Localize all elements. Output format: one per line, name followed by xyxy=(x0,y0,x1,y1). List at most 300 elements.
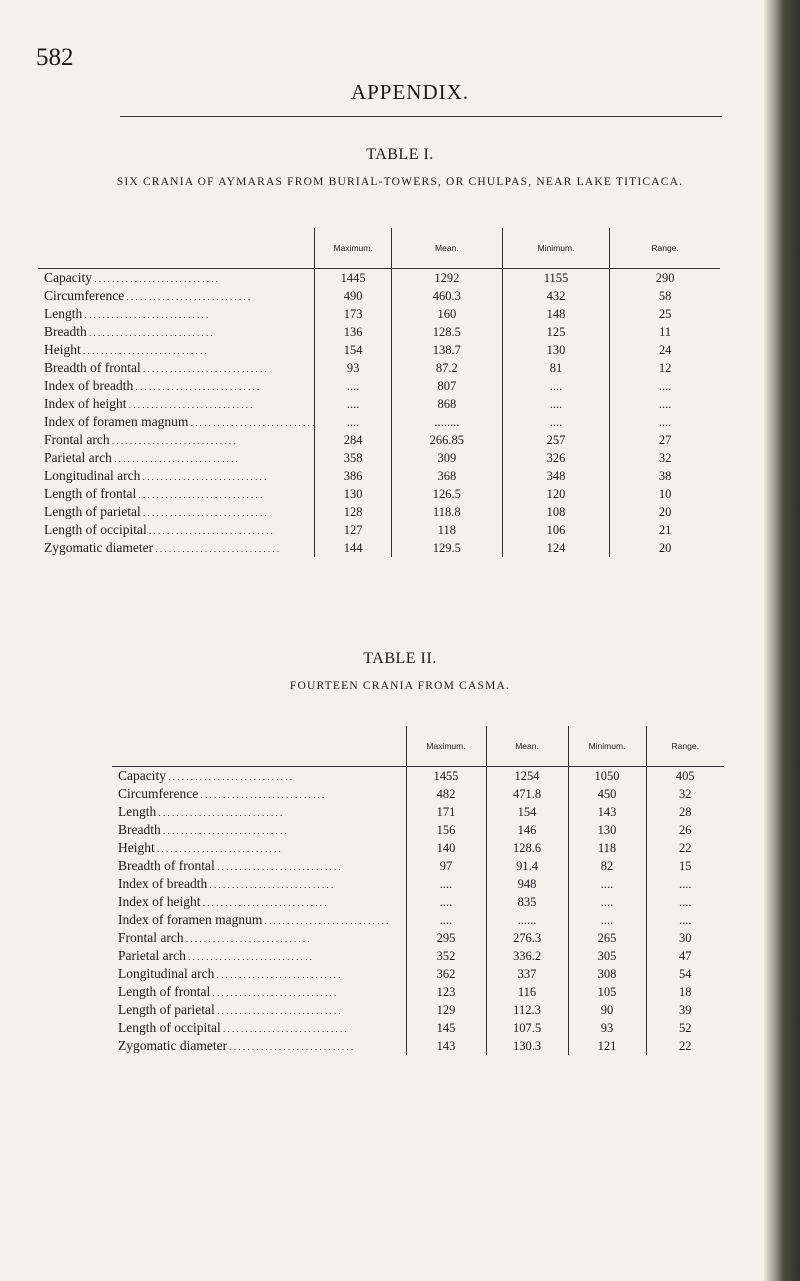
row-label: Breadth xyxy=(44,324,87,339)
cell-max: 284 xyxy=(315,431,392,449)
cell-mean: 130.3 xyxy=(486,1037,568,1055)
row-label-cell xyxy=(112,1019,406,1037)
leader-dots xyxy=(210,984,336,999)
cell-min: 124 xyxy=(502,539,609,557)
table-row xyxy=(112,803,724,821)
row-label-wrap xyxy=(44,540,314,556)
row-label-wrap xyxy=(44,432,314,448)
cell-max: 143 xyxy=(406,1037,486,1055)
table1-title: TABLE I. xyxy=(366,146,434,163)
table2 xyxy=(112,726,724,1055)
cell-range: 15 xyxy=(646,857,724,875)
cell-mean: 112.3 xyxy=(486,1001,568,1019)
column-header-mean: Mean. xyxy=(391,228,502,269)
cell-max: .... xyxy=(406,893,486,911)
row-label-cell xyxy=(38,413,315,431)
cell-max: 482 xyxy=(406,785,486,803)
table-row xyxy=(38,467,720,485)
leader-dots xyxy=(82,306,208,321)
cell-mean: 276.3 xyxy=(486,929,568,947)
cell-range: 20 xyxy=(610,539,720,557)
cell-range: 27 xyxy=(610,431,720,449)
table-row xyxy=(38,431,720,449)
cell-max: 295 xyxy=(406,929,486,947)
cell-mean: 460.3 xyxy=(391,287,502,305)
leader-dots xyxy=(124,288,250,303)
leader-dots xyxy=(126,396,252,411)
column-header-maximum: Maximum. xyxy=(406,726,486,767)
row-label-cell xyxy=(112,983,406,1001)
cell-mean: 807 xyxy=(391,377,502,395)
cell-min: 93 xyxy=(568,1019,646,1037)
row-label: Frontal arch xyxy=(44,432,110,447)
row-label-wrap xyxy=(44,414,314,430)
cell-min: 326 xyxy=(502,449,609,467)
cell-range: 38 xyxy=(610,467,720,485)
column-header-range: Range. xyxy=(610,228,720,269)
row-label: Length of parietal xyxy=(44,504,141,519)
row-label-wrap xyxy=(44,324,314,340)
row-label: Circumference xyxy=(44,288,125,303)
cell-max: 1445 xyxy=(315,269,392,288)
row-label-wrap xyxy=(118,1020,406,1036)
cell-max: 127 xyxy=(315,521,392,539)
cell-min: 118 xyxy=(568,839,646,857)
row-label: Breadth of frontal xyxy=(118,858,215,873)
row-label-cell xyxy=(112,1001,406,1019)
cell-range: 405 xyxy=(646,767,724,786)
table-row xyxy=(38,539,720,557)
row-label-cell xyxy=(112,767,406,786)
row-label-wrap xyxy=(118,768,406,784)
row-label-cell xyxy=(112,785,406,803)
table-row xyxy=(112,821,724,839)
row-label-wrap xyxy=(118,804,406,820)
row-label-wrap xyxy=(44,468,314,484)
table-row xyxy=(112,947,724,965)
row-label: Capacity xyxy=(44,270,92,285)
cell-max: 97 xyxy=(406,857,486,875)
leader-dots xyxy=(110,432,236,447)
table-row xyxy=(112,929,724,947)
cell-range: 47 xyxy=(646,947,724,965)
column-header-minimum: Minimum. xyxy=(568,726,646,767)
table2-subtitle: FOURTEEN CRANIA FROM CASMA. xyxy=(289,680,511,692)
cell-max: .... xyxy=(406,911,486,929)
cell-min: 106 xyxy=(502,521,609,539)
row-label-cell xyxy=(38,341,315,359)
cell-mean: 116 xyxy=(486,983,568,1001)
leader-dots xyxy=(214,966,340,981)
table-row xyxy=(38,377,720,395)
table-row xyxy=(38,359,720,377)
table2-header-blank xyxy=(112,726,406,767)
row-label: Index of height xyxy=(44,396,127,411)
leader-dots xyxy=(215,1002,341,1017)
row-label: Breadth xyxy=(118,822,161,837)
cell-range: 39 xyxy=(646,1001,724,1019)
row-label: Zygomatic diameter xyxy=(118,1038,228,1053)
row-label-wrap xyxy=(44,504,314,520)
table-row xyxy=(38,413,720,431)
row-label: Capacity xyxy=(118,768,166,783)
cell-mean: 1254 xyxy=(486,767,568,786)
cell-mean: 471.8 xyxy=(486,785,568,803)
cell-range: .... xyxy=(646,875,724,893)
table-row xyxy=(38,485,720,503)
cell-max: 156 xyxy=(406,821,486,839)
row-label-wrap xyxy=(118,894,406,910)
cell-min: 90 xyxy=(568,1001,646,1019)
row-label-cell xyxy=(38,431,315,449)
cell-min: .... xyxy=(568,893,646,911)
row-label-cell xyxy=(112,803,406,821)
cell-mean: 160 xyxy=(391,305,502,323)
cell-range: .... xyxy=(610,377,720,395)
cell-min: 81 xyxy=(502,359,609,377)
table-row xyxy=(112,1019,724,1037)
cell-range: 24 xyxy=(610,341,720,359)
row-label-cell xyxy=(38,449,315,467)
leader-dots xyxy=(87,324,213,339)
row-label-wrap xyxy=(118,1038,406,1054)
cell-range: 26 xyxy=(646,821,724,839)
cell-mean: 146 xyxy=(486,821,568,839)
row-label-cell xyxy=(112,893,406,911)
cell-mean: 128.6 xyxy=(486,839,568,857)
row-label-wrap xyxy=(118,786,406,802)
cell-max: 490 xyxy=(315,287,392,305)
row-label-wrap xyxy=(44,342,314,358)
row-label: Length of occipital xyxy=(44,522,147,537)
leader-dots xyxy=(161,822,287,837)
cell-min: 130 xyxy=(568,821,646,839)
cell-max: 173 xyxy=(315,305,392,323)
cell-min: .... xyxy=(502,413,609,431)
cell-range: 21 xyxy=(610,521,720,539)
row-label: Index of foramen magnum xyxy=(118,912,263,927)
leader-dots xyxy=(81,342,207,357)
row-label-wrap xyxy=(118,948,406,964)
leader-dots xyxy=(153,540,279,555)
cell-max: .... xyxy=(315,413,392,431)
row-label-wrap xyxy=(44,288,314,304)
cell-mean: 87.2 xyxy=(391,359,502,377)
leader-dots xyxy=(133,378,259,393)
cell-range: 58 xyxy=(610,287,720,305)
cell-min: .... xyxy=(502,377,609,395)
row-label-cell xyxy=(38,323,315,341)
cell-range: 54 xyxy=(646,965,724,983)
column-header-maximum: Maximum. xyxy=(315,228,392,269)
leader-dots xyxy=(207,876,333,891)
row-label-wrap xyxy=(44,360,314,376)
cell-max: 136 xyxy=(315,323,392,341)
column-header-range: Range. xyxy=(646,726,724,767)
cell-mean: 368 xyxy=(391,467,502,485)
leader-dots xyxy=(141,504,267,519)
row-label: Index of foramen magnum xyxy=(44,414,189,429)
book-spine-edge xyxy=(764,0,800,1281)
row-label-cell xyxy=(112,947,406,965)
column-header-minimum: Minimum. xyxy=(502,228,609,269)
cell-max: 1455 xyxy=(406,767,486,786)
row-label-wrap xyxy=(118,876,406,892)
table-row xyxy=(38,449,720,467)
cell-mean: 835 xyxy=(486,893,568,911)
leader-dots xyxy=(112,450,238,465)
cell-max: 93 xyxy=(315,359,392,377)
cell-mean: 309 xyxy=(391,449,502,467)
cell-range: 22 xyxy=(646,839,724,857)
cell-min: 1155 xyxy=(502,269,609,288)
cell-range: 10 xyxy=(610,485,720,503)
row-label: Length xyxy=(44,306,83,321)
cell-max: 358 xyxy=(315,449,392,467)
row-label-wrap xyxy=(44,306,314,322)
row-label-wrap xyxy=(44,378,314,394)
cell-max: .... xyxy=(315,377,392,395)
table2-title: TABLE II. xyxy=(363,650,437,667)
cell-mean: 1292 xyxy=(391,269,502,288)
cell-range: .... xyxy=(610,413,720,431)
cell-min: 257 xyxy=(502,431,609,449)
cell-mean: 126.5 xyxy=(391,485,502,503)
leader-dots xyxy=(156,804,282,819)
leader-dots xyxy=(198,786,324,801)
row-label-wrap xyxy=(44,486,314,502)
table-row xyxy=(112,911,724,929)
row-label-cell xyxy=(112,839,406,857)
row-label-cell xyxy=(112,875,406,893)
cell-max: 130 xyxy=(315,485,392,503)
leader-dots xyxy=(200,894,326,909)
cell-mean: ........ xyxy=(391,413,502,431)
leader-dots xyxy=(147,522,273,537)
row-label: Breadth of frontal xyxy=(44,360,141,375)
leader-dots xyxy=(141,360,267,375)
row-label: Frontal arch xyxy=(118,930,184,945)
table1-header-blank xyxy=(38,228,315,269)
table-row xyxy=(38,503,720,521)
row-label-cell xyxy=(38,287,315,305)
row-label: Longitudinal arch xyxy=(44,468,141,483)
leader-dots xyxy=(188,414,314,429)
cell-max: 171 xyxy=(406,803,486,821)
table-row xyxy=(38,287,720,305)
table-row xyxy=(112,983,724,1001)
row-label: Height xyxy=(118,840,155,855)
cell-min: 143 xyxy=(568,803,646,821)
cell-mean: 948 xyxy=(486,875,568,893)
cell-range: 52 xyxy=(646,1019,724,1037)
row-label: Index of height xyxy=(118,894,201,909)
cell-range: 18 xyxy=(646,983,724,1001)
cell-range: .... xyxy=(610,395,720,413)
cell-min: 148 xyxy=(502,305,609,323)
row-label-cell xyxy=(38,305,315,323)
row-label-wrap xyxy=(44,450,314,466)
row-label: Parietal arch xyxy=(44,450,112,465)
cell-min: 305 xyxy=(568,947,646,965)
row-label-wrap xyxy=(118,840,406,856)
cell-min: 1050 xyxy=(568,767,646,786)
cell-range: 290 xyxy=(610,269,720,288)
cell-mean: 154 xyxy=(486,803,568,821)
row-label-wrap xyxy=(44,270,314,286)
row-label-cell xyxy=(112,929,406,947)
cell-min: .... xyxy=(568,911,646,929)
cell-min: 125 xyxy=(502,323,609,341)
row-label-wrap xyxy=(118,984,406,1000)
cell-min: 432 xyxy=(502,287,609,305)
row-label-cell xyxy=(38,395,315,413)
cell-mean: 336.2 xyxy=(486,947,568,965)
table-row xyxy=(112,857,724,875)
row-label-cell xyxy=(112,1037,406,1055)
cell-max: 362 xyxy=(406,965,486,983)
cell-min: 130 xyxy=(502,341,609,359)
row-label-cell xyxy=(38,503,315,521)
cell-min: 82 xyxy=(568,857,646,875)
cell-mean: 128.5 xyxy=(391,323,502,341)
leader-dots xyxy=(155,840,281,855)
row-label: Length of frontal xyxy=(44,486,137,501)
cell-min: 121 xyxy=(568,1037,646,1055)
row-label: Length of frontal xyxy=(118,984,211,999)
leader-dots xyxy=(221,1020,347,1035)
cell-max: .... xyxy=(406,875,486,893)
cell-mean: 337 xyxy=(486,965,568,983)
row-label-wrap xyxy=(118,1002,406,1018)
row-label-wrap xyxy=(44,522,314,538)
cell-mean: 138.7 xyxy=(391,341,502,359)
cell-min: 105 xyxy=(568,983,646,1001)
row-label-wrap xyxy=(118,966,406,982)
cell-mean: 129.5 xyxy=(391,539,502,557)
cell-max: 145 xyxy=(406,1019,486,1037)
cell-mean: 868 xyxy=(391,395,502,413)
table-row xyxy=(112,839,724,857)
row-label: Length of parietal xyxy=(118,1002,215,1017)
cell-range: .... xyxy=(646,911,724,929)
cell-min: .... xyxy=(568,875,646,893)
row-label-cell xyxy=(38,539,315,557)
cell-min: 120 xyxy=(502,485,609,503)
row-label-cell xyxy=(112,911,406,929)
row-label: Longitudinal arch xyxy=(118,966,215,981)
table-row xyxy=(38,341,720,359)
leader-dots xyxy=(184,930,310,945)
cell-max: 129 xyxy=(406,1001,486,1019)
cell-mean: 91.4 xyxy=(486,857,568,875)
cell-range: 12 xyxy=(610,359,720,377)
row-label-wrap xyxy=(118,912,406,928)
table1-header-row xyxy=(38,228,720,269)
cell-max: 386 xyxy=(315,467,392,485)
cell-mean: 118 xyxy=(391,521,502,539)
row-label-cell xyxy=(38,521,315,539)
row-label-cell xyxy=(38,269,315,288)
row-label: Length xyxy=(118,804,157,819)
row-label-cell xyxy=(38,467,315,485)
row-label: Zygomatic diameter xyxy=(44,540,154,555)
table-row xyxy=(112,1037,724,1055)
row-label-cell xyxy=(38,359,315,377)
column-header-mean: Mean. xyxy=(486,726,568,767)
cell-mean: 118.8 xyxy=(391,503,502,521)
row-label-wrap xyxy=(118,822,406,838)
row-label-cell xyxy=(112,857,406,875)
cell-min: 348 xyxy=(502,467,609,485)
row-label-wrap xyxy=(44,396,314,412)
header-rule xyxy=(120,116,722,117)
row-label-wrap xyxy=(118,930,406,946)
cell-max: 352 xyxy=(406,947,486,965)
cell-mean: ...... xyxy=(486,911,568,929)
row-label-cell xyxy=(38,485,315,503)
table1 xyxy=(38,228,720,557)
table-row xyxy=(38,269,720,288)
cell-range: 32 xyxy=(610,449,720,467)
leader-dots xyxy=(227,1038,353,1053)
cell-min: .... xyxy=(502,395,609,413)
table-row xyxy=(38,305,720,323)
row-label: Length of occipital xyxy=(118,1020,221,1035)
row-label: Parietal arch xyxy=(118,948,186,963)
table-row xyxy=(112,875,724,893)
table1-subtitle: SIX CRANIA OF AYMARAS FROM BURIAL-TOWERS, OR CHULPAS, NEAR LAKE TITICACA. xyxy=(116,176,684,188)
cell-max: 154 xyxy=(315,341,392,359)
cell-range: 22 xyxy=(646,1037,724,1055)
row-label: Index of breadth xyxy=(118,876,208,891)
row-label-cell xyxy=(112,965,406,983)
row-label: Height xyxy=(44,342,81,357)
cell-mean: 266.85 xyxy=(391,431,502,449)
cell-range: 28 xyxy=(646,803,724,821)
leader-dots xyxy=(136,486,262,501)
table2-header-row xyxy=(112,726,724,767)
leader-dots xyxy=(140,468,266,483)
cell-range: 30 xyxy=(646,929,724,947)
row-label: Index of breadth xyxy=(44,378,134,393)
row-label-cell xyxy=(38,377,315,395)
leader-dots xyxy=(166,768,292,783)
leader-dots xyxy=(92,270,218,285)
cell-max: 123 xyxy=(406,983,486,1001)
cell-max: 144 xyxy=(315,539,392,557)
cell-min: 265 xyxy=(568,929,646,947)
table-row xyxy=(38,395,720,413)
cell-max: 128 xyxy=(315,503,392,521)
row-label-wrap xyxy=(118,858,406,874)
cell-range: 25 xyxy=(610,305,720,323)
leader-dots xyxy=(215,858,341,873)
page-number: 582 xyxy=(36,44,74,71)
cell-min: 108 xyxy=(502,503,609,521)
row-label-cell xyxy=(112,821,406,839)
table-row xyxy=(112,965,724,983)
row-label: Circumference xyxy=(118,786,199,801)
running-head: APPENDIX. xyxy=(350,80,470,104)
cell-range: .... xyxy=(646,893,724,911)
table-row xyxy=(112,893,724,911)
leader-dots xyxy=(186,948,312,963)
cell-range: 11 xyxy=(610,323,720,341)
cell-max: .... xyxy=(315,395,392,413)
cell-min: 308 xyxy=(568,965,646,983)
cell-min: 450 xyxy=(568,785,646,803)
